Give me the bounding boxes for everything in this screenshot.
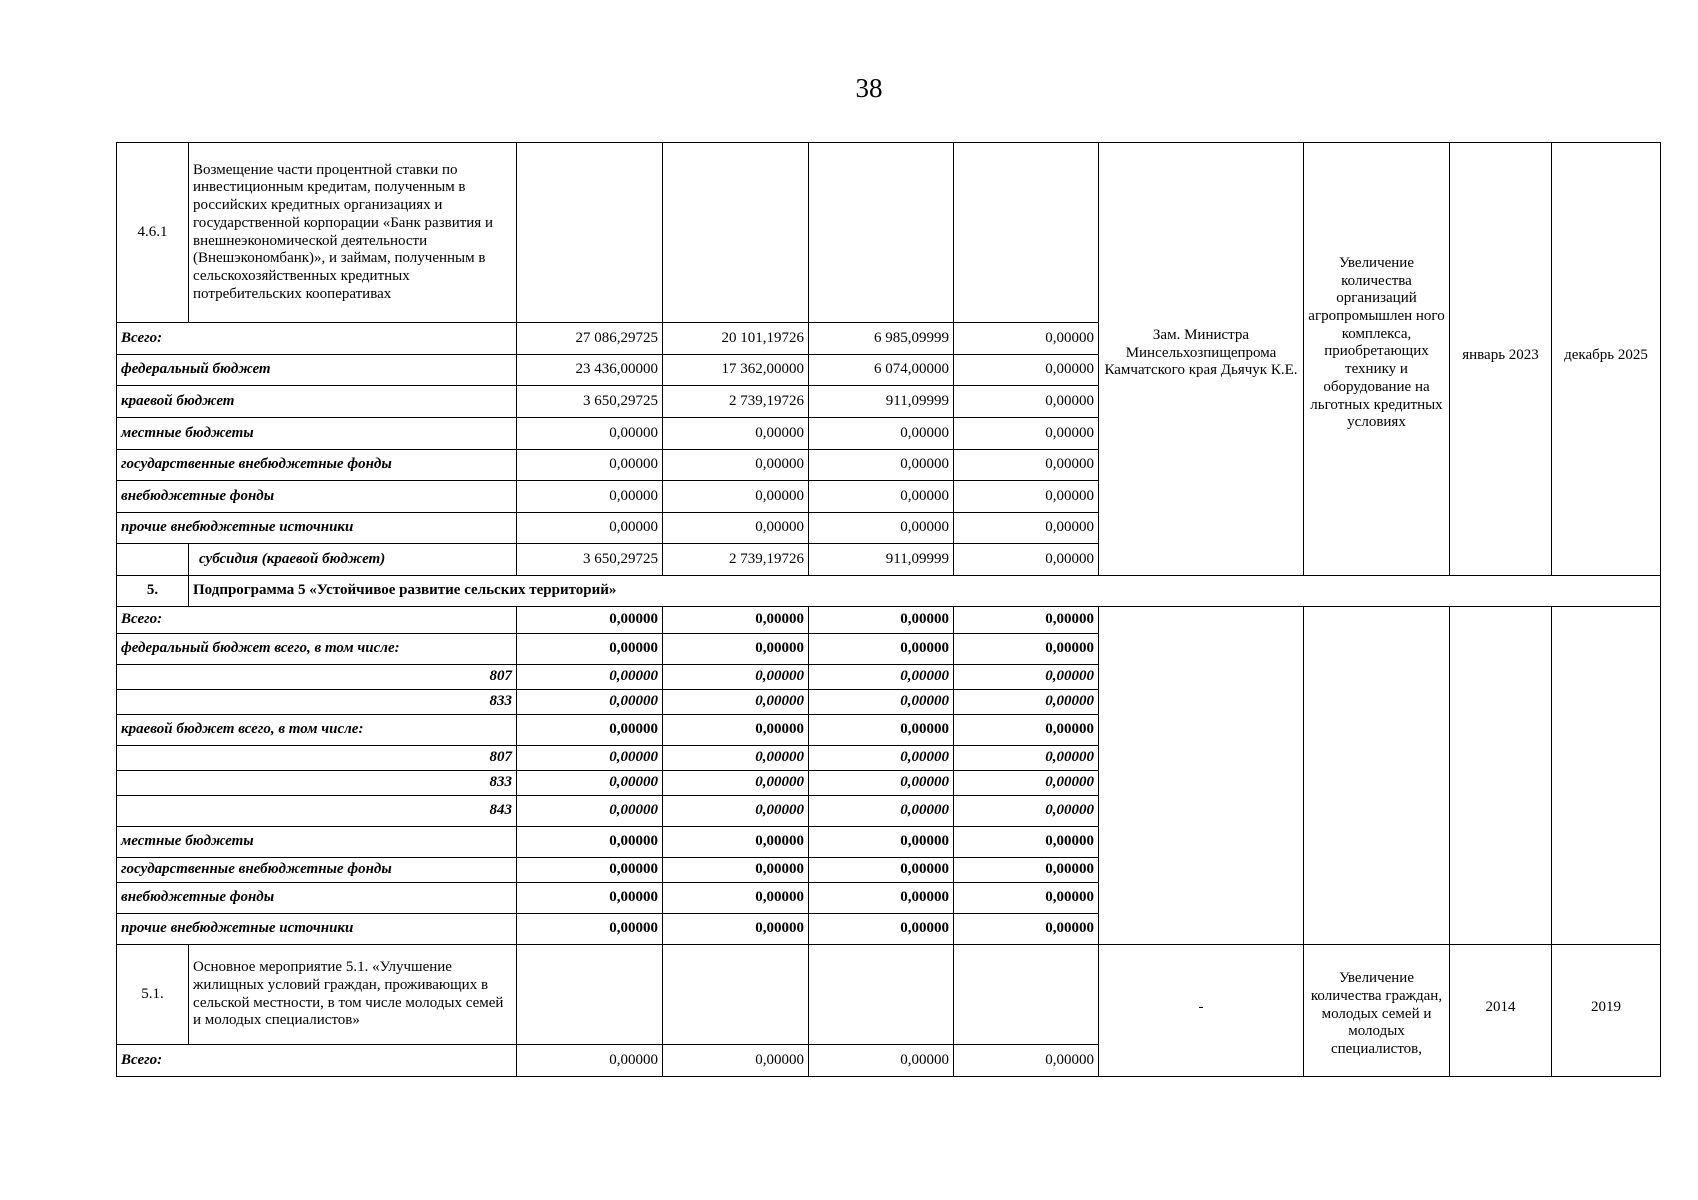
value-cell: 0,00000 — [954, 771, 1099, 796]
value-cell: 0,00000 — [517, 513, 663, 544]
value-cell: 0,00000 — [517, 665, 663, 690]
value-cell: 0,00000 — [517, 796, 663, 827]
value-cell: 0,00000 — [809, 827, 954, 858]
value-cell: 0,00000 — [954, 883, 1099, 914]
value-cell: 0,00000 — [809, 883, 954, 914]
section-title: Подпрограмма 5 «Устойчивое развитие сельских территорий» — [189, 576, 1661, 607]
value-cell: 0,00000 — [663, 450, 809, 481]
value-cell: 0,00000 — [954, 665, 1099, 690]
expected-result: Увеличение количества организаций агропромышлен ного комплекса, приобретающих технику и оборудование на льготных кредитных условиях — [1304, 143, 1450, 576]
code-label: 843 — [117, 796, 517, 827]
value-cell: 0,00000 — [809, 746, 954, 771]
value-cell: 20 101,19726 — [663, 323, 809, 355]
value-cell: 0,00000 — [954, 715, 1099, 746]
value-cell: 2 739,19726 — [663, 544, 809, 576]
value-cell: 0,00000 — [517, 858, 663, 883]
value-cell: 0,00000 — [517, 883, 663, 914]
value-cell: 0,00000 — [809, 513, 954, 544]
row-label: Всего: — [117, 323, 517, 355]
value-cell: 0,00000 — [517, 634, 663, 665]
value-cell: 0,00000 — [809, 418, 954, 450]
table-row — [117, 945, 1661, 1045]
value-cell: 0,00000 — [809, 665, 954, 690]
end-date: декабрь 2025 — [1552, 143, 1661, 576]
value-cell: 0,00000 — [663, 827, 809, 858]
value-cell: 0,00000 — [517, 1045, 663, 1077]
value-cell: 0,00000 — [954, 323, 1099, 355]
value-cell: 0,00000 — [954, 450, 1099, 481]
value-cell: 0,00000 — [954, 544, 1099, 576]
value-cell: 0,00000 — [517, 746, 663, 771]
row-label: внебюджетные фонды — [117, 481, 517, 513]
code-label: 807 — [117, 665, 517, 690]
value-cell: 0,00000 — [954, 858, 1099, 883]
value-cell: 0,00000 — [809, 796, 954, 827]
row-label: внебюджетные фонды — [117, 883, 517, 914]
value-cell: 0,00000 — [954, 827, 1099, 858]
expected-result: Увеличение количества граждан, молодых семей и молодых специалистов, — [1304, 945, 1450, 1077]
code-label: 833 — [117, 771, 517, 796]
value-cell: 0,00000 — [954, 914, 1099, 945]
value-cell: 0,00000 — [809, 1045, 954, 1077]
row-label: Всего: — [117, 1045, 517, 1077]
row-label: прочие внебюджетные источники — [117, 914, 517, 945]
value-cell: 0,00000 — [663, 715, 809, 746]
value-cell: 0,00000 — [517, 715, 663, 746]
value-cell: 911,09999 — [809, 544, 954, 576]
start-date: январь 2023 — [1450, 143, 1552, 576]
value-cell: 0,00000 — [517, 914, 663, 945]
value-cell: 17 362,00000 — [663, 355, 809, 386]
value-cell: 0,00000 — [663, 771, 809, 796]
value-cell: 0,00000 — [663, 481, 809, 513]
table-row — [117, 143, 1661, 323]
value-cell: 0,00000 — [517, 607, 663, 634]
row-label: местные бюджеты — [117, 418, 517, 450]
item-number: 4.6.1 — [117, 143, 189, 323]
value-cell: 911,09999 — [809, 386, 954, 418]
value-cell: 0,00000 — [663, 858, 809, 883]
value-cell: 0,00000 — [663, 796, 809, 827]
value-cell: 0,00000 — [517, 771, 663, 796]
value-cell: 0,00000 — [954, 481, 1099, 513]
value-cell: 0,00000 — [809, 715, 954, 746]
value-cell: 0,00000 — [809, 450, 954, 481]
value-cell: 0,00000 — [663, 1045, 809, 1077]
value-cell: 6 985,09999 — [809, 323, 954, 355]
budget-table — [116, 142, 1661, 1077]
value-cell: 0,00000 — [809, 481, 954, 513]
value-cell: 23 436,00000 — [517, 355, 663, 386]
value-cell: 0,00000 — [954, 513, 1099, 544]
value-cell: 0,00000 — [517, 827, 663, 858]
value-cell: 0,00000 — [663, 634, 809, 665]
value-cell: 3 650,29725 — [517, 544, 663, 576]
value-cell: 6 074,00000 — [809, 355, 954, 386]
value-cell: 0,00000 — [954, 690, 1099, 715]
value-cell: 0,00000 — [954, 796, 1099, 827]
row-label: местные бюджеты — [117, 827, 517, 858]
table-row — [117, 607, 1661, 634]
code-label: 833 — [117, 690, 517, 715]
row-label: Всего: — [117, 607, 517, 634]
row-label: государственные внебюджетные фонды — [117, 450, 517, 481]
code-label: 807 — [117, 746, 517, 771]
responsible-executor: - — [1099, 945, 1304, 1077]
row-label: федеральный бюджет — [117, 355, 517, 386]
responsible-executor: Зам. Министра Минсельхозпищепрома Камчатского края Дьячук К.Е. — [1099, 143, 1304, 576]
value-cell: 0,00000 — [663, 690, 809, 715]
value-cell: 0,00000 — [663, 883, 809, 914]
value-cell: 3 650,29725 — [517, 386, 663, 418]
value-cell: 0,00000 — [809, 634, 954, 665]
item-description: Возмещение части процентной ставки по инвестиционным кредитам, полученным в российских кредитных организациях и государственной корпорации «Банк развития и внешнеэкономической деятельности (Внешэкономбанк)», и займам, полученным в сельскохозяйственных кредитных потребительских кооперативах — [189, 143, 517, 323]
value-cell: 0,00000 — [954, 1045, 1099, 1077]
end-date: 2019 — [1552, 945, 1661, 1077]
value-cell: 27 086,29725 — [517, 323, 663, 355]
value-cell: 0,00000 — [809, 771, 954, 796]
row-label: краевой бюджет всего, в том числе: — [117, 715, 517, 746]
value-cell: 0,00000 — [663, 513, 809, 544]
value-cell: 2 739,19726 — [663, 386, 809, 418]
row-label: субсидия (краевой бюджет) — [189, 544, 517, 576]
page-number: 38 — [855, 73, 883, 103]
row-label: федеральный бюджет всего, в том числе: — [117, 634, 517, 665]
item-number: 5.1. — [117, 945, 189, 1045]
value-cell: 0,00000 — [517, 450, 663, 481]
value-cell: 0,00000 — [954, 386, 1099, 418]
value-cell: 0,00000 — [809, 858, 954, 883]
value-cell: 0,00000 — [954, 418, 1099, 450]
value-cell: 0,00000 — [954, 607, 1099, 634]
value-cell: 0,00000 — [663, 418, 809, 450]
value-cell: 0,00000 — [954, 355, 1099, 386]
value-cell: 0,00000 — [663, 665, 809, 690]
value-cell: 0,00000 — [809, 607, 954, 634]
value-cell: 0,00000 — [663, 746, 809, 771]
row-label: краевой бюджет — [117, 386, 517, 418]
value-cell: 0,00000 — [954, 634, 1099, 665]
value-cell: 0,00000 — [809, 914, 954, 945]
value-cell: 0,00000 — [954, 746, 1099, 771]
value-cell: 0,00000 — [517, 481, 663, 513]
value-cell: 0,00000 — [663, 607, 809, 634]
row-label: прочие внебюджетные источники — [117, 513, 517, 544]
value-cell: 0,00000 — [517, 690, 663, 715]
row-label: государственные внебюджетные фонды — [117, 858, 517, 883]
value-cell: 0,00000 — [517, 418, 663, 450]
value-cell: 0,00000 — [809, 690, 954, 715]
section-number: 5. — [117, 576, 189, 607]
start-date: 2014 — [1450, 945, 1552, 1077]
section-header-row — [117, 576, 1661, 607]
item-description: Основное мероприятие 5.1. «Улучшение жилищных условий граждан, проживающих в сельской местности, в том числе молодых семей и молодых специалистов» — [189, 945, 517, 1045]
value-cell: 0,00000 — [663, 914, 809, 945]
